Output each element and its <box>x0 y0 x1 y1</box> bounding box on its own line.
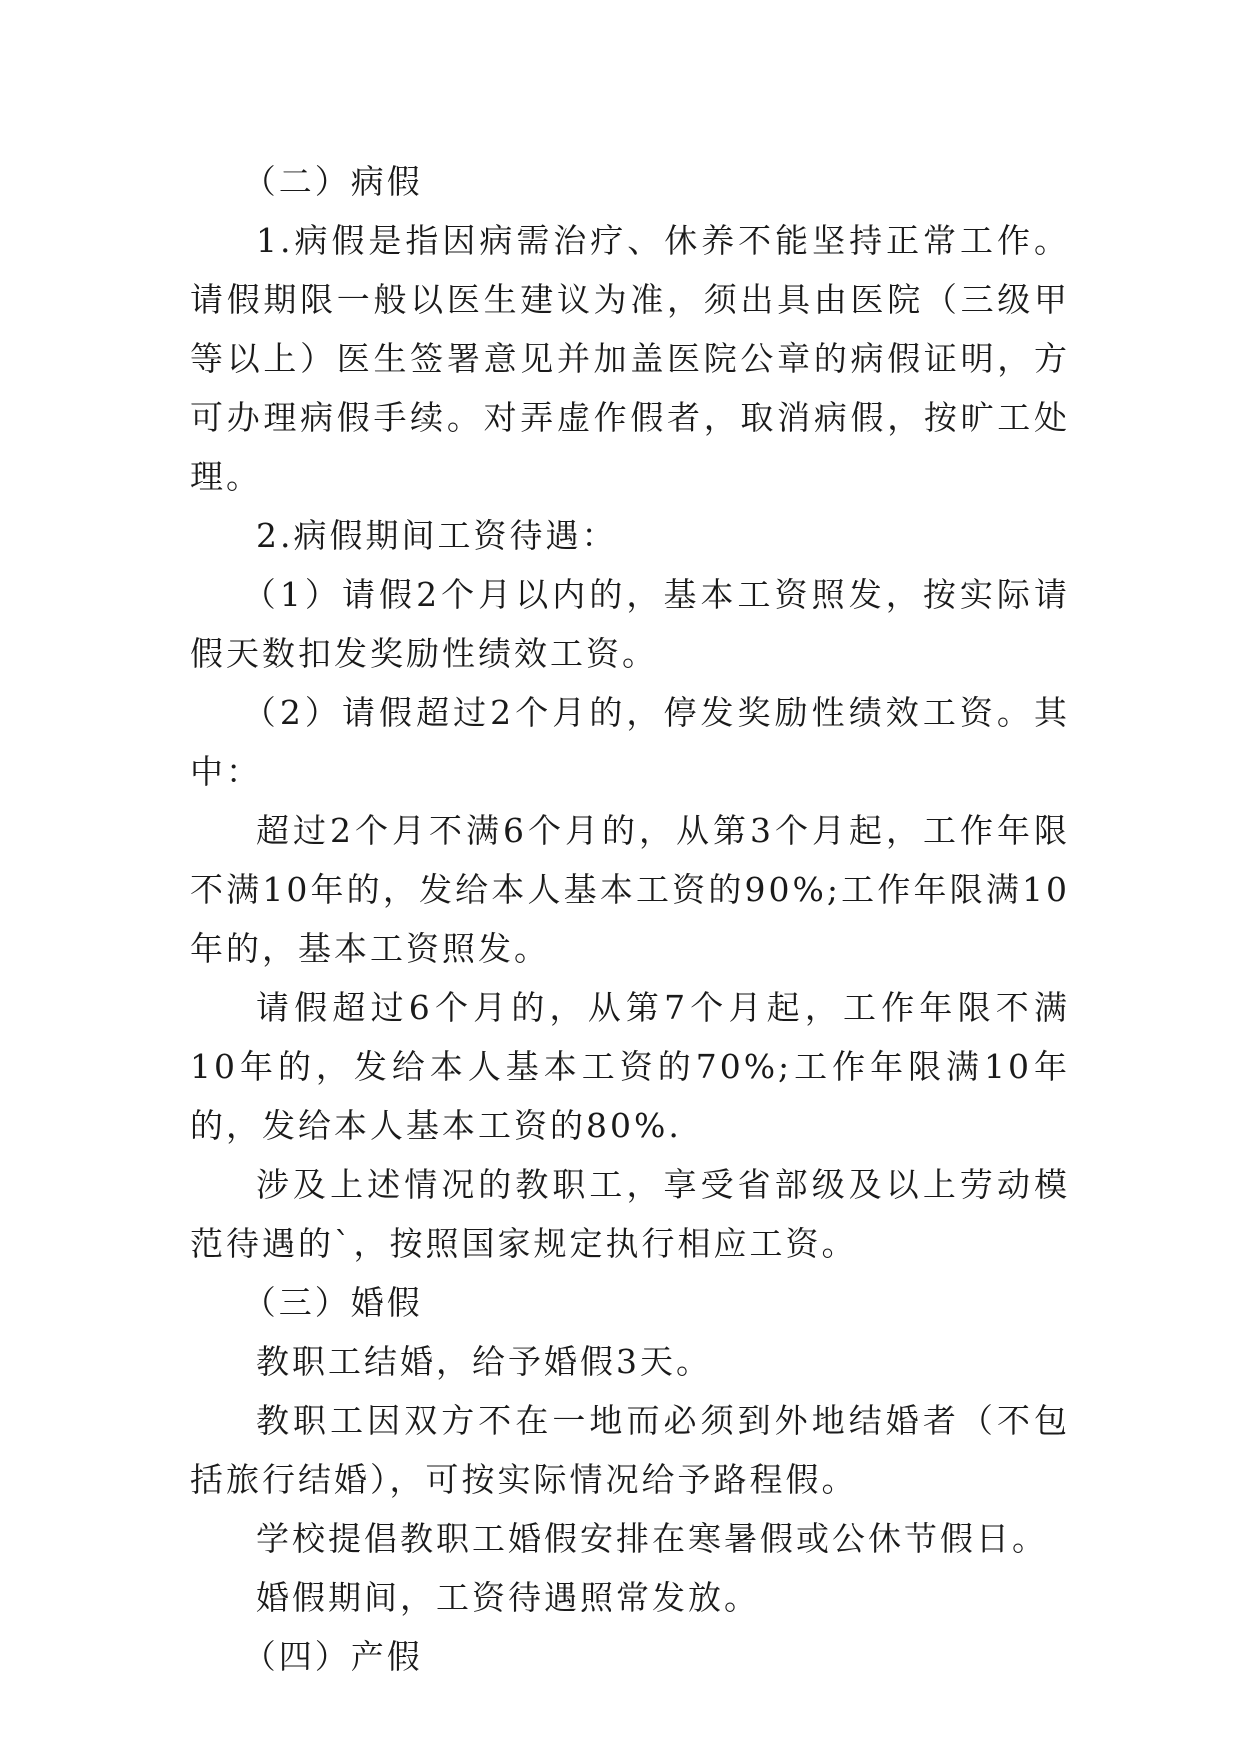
paragraph-sick-leave-pay-item-2: （2）请假超过2个月的，停发奖励性绩效工资。其中： <box>190 693 1070 791</box>
paragraph-sick-leave-pay-item-1: （1）请假2个月以内的，基本工资照发，按实际请假天数扣发奖励性绩效工资。 <box>190 575 1070 673</box>
paragraph-marriage-leave-pay: 婚假期间，工资待遇照常发放。 <box>256 1578 760 1617</box>
paragraph-model-worker-treatment: 涉及上述情况的教职工，享受省部级及以上劳动模范待遇的`，按照国家规定执行相应工资。 <box>190 1165 1070 1263</box>
paragraph-marriage-leave-days: 教职工结婚，给予婚假3天。 <box>256 1342 712 1381</box>
paragraph-marriage-leave-scheduling: 学校提倡教职工婚假安排在寒暑假或公休节假日。 <box>256 1519 1048 1558</box>
paragraph-sick-leave-definition: 1.病假是指因病需治疗、休养不能坚持正常工作。请假期限一般以医生建议为准，须出具由医院（三级甲等以上）医生签署意见并加盖医院公章的病假证明，方可办理病假手续。对弄虚作假者，取消病假，按旷工处理。 <box>190 221 1070 496</box>
section-heading-marriage-leave: （三）婚假 <box>242 1283 423 1322</box>
paragraph-sick-leave-2-to-6-months: 超过2个月不满6个月的，从第3个月起，工作年限不满10年的，发给本人基本工资的90%;工作年限满10年的，基本工资照发。 <box>190 811 1070 968</box>
section-heading-maternity-leave: （四）产假 <box>242 1637 423 1676</box>
paragraph-marriage-travel-leave: 教职工因双方不在一地而必须到外地结婚者（不包括旅行结婚），可按实际情况给予路程假。 <box>190 1401 1070 1499</box>
paragraph-sick-leave-over-6-months: 请假超过6个月的，从第7个月起，工作年限不满10年的，发给本人基本工资的70%;工作年限满10年的，发给本人基本工资的80%. <box>190 988 1070 1145</box>
document-body <box>190 152 1070 1686</box>
section-heading-sick-leave: （二）病假 <box>242 162 423 201</box>
paragraph-sick-leave-pay-title: 2.病假期间工资待遇： <box>256 516 618 555</box>
